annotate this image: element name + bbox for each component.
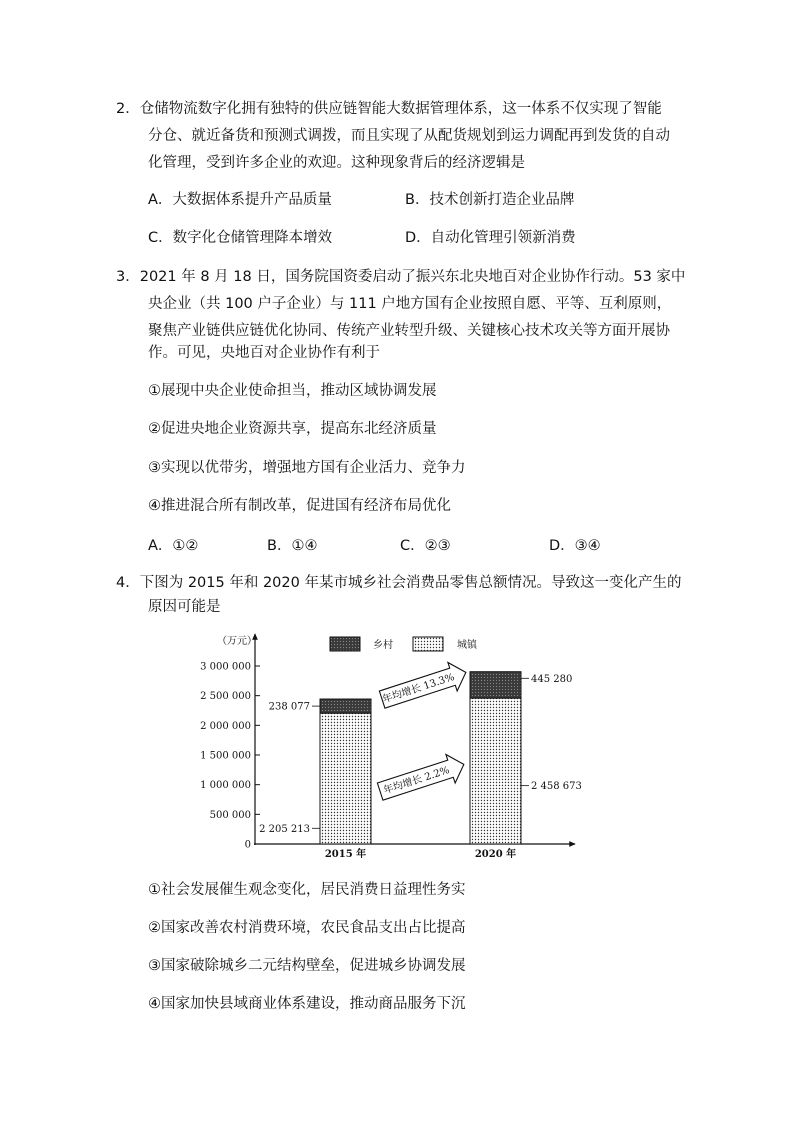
q4-statement-4: ④国家加快县域商业体系建设，推动商品服务下沉 [148, 996, 466, 1012]
q2-option-b[interactable]: B．技术创新打造企业品牌 [405, 192, 575, 208]
y-tick-label: 3 000 000 [200, 661, 251, 673]
legend-swatch-rural [330, 637, 360, 651]
data-label-2015-urban: 2 205 213 [259, 823, 310, 835]
growth-arrow-rural [378, 658, 471, 714]
y-tick-label: 2 500 000 [200, 691, 251, 703]
bar-segment-城镇-2015 年 [320, 713, 371, 844]
q4-statement-2: ②国家改善农村消费环境，农民食品支出占比提高 [148, 920, 466, 936]
q2-stem-line2: 分仓、就近备货和预测式调拨，而且实现了从配货规划到运力调配再到发货的自动 [148, 128, 670, 144]
q4-stem-line1: 4．下图为 2015 年和 2020 年某市城乡社会消费品零售总额情况。导致这一变化产生的 [116, 575, 682, 591]
bar-segment-乡村-2015 年 [320, 699, 371, 713]
q3-option-c[interactable]: C．②③ [400, 538, 451, 554]
y-tick-label: 0 [244, 839, 251, 851]
y-axis-unit-label: （万元） [217, 636, 257, 647]
q3-statement-3: ③实现以优带劣，增强地方国有企业活力、竞争力 [148, 460, 466, 476]
x-category-label: 2015 年 [324, 849, 367, 860]
q2-option-a[interactable]: A．大数据体系提升产品质量 [148, 192, 332, 208]
q3-stem-line2: 央企业（共 100 户子企业）与 111 户地方国有企业按照自愿、平等、互利原则， [148, 296, 672, 312]
q2-stem-line3: 化管理，受到许多企业的欢迎。这种现象背后的经济逻辑是 [148, 155, 525, 171]
growth-arrow-rural-label: 年均增长 13.3% [381, 671, 456, 706]
q3-statement-4: ④推进混合所有制改革，促进国有经济布局优化 [148, 498, 451, 514]
q3-option-b[interactable]: B．①④ [267, 538, 318, 554]
q4-stem-line2: 原因可能是 [148, 599, 221, 615]
data-label-2020-rural: 445 280 [531, 673, 573, 685]
q4-statement-3: ③国家破除城乡二元结构壁垒，促进城乡协调发展 [148, 958, 466, 974]
retail-sales-chart [195, 628, 595, 863]
bar-segment-城镇-2020 年 [470, 698, 521, 844]
q3-statement-1: ①展现中央企业使命担当，推动区域协调发展 [148, 383, 437, 399]
q3-statement-2: ②促进央地企业资源共享，提高东北经济质量 [148, 421, 437, 437]
legend-swatch-urban [413, 637, 443, 651]
q3-stem-line1: 3．2021 年 8 月 18 日，国务院国资委启动了振兴东北央地百对企业协作行动。53 家中 [116, 269, 686, 285]
data-label-2020-urban: 2 458 673 [531, 781, 582, 793]
y-tick-label: 2 000 000 [200, 720, 251, 732]
q4-statement-1: ①社会发展催生观念变化，居民消费日益理性务实 [148, 882, 466, 898]
q2-option-d[interactable]: D．自动化管理引领新消费 [405, 230, 576, 246]
q3-stem-line4: 作。可见，央地百对企业协作有利于 [148, 345, 380, 361]
q3-option-a[interactable]: A．①② [148, 538, 199, 554]
x-category-label: 2020 年 [474, 849, 517, 860]
q2-stem-line1: 2．仓储物流数字化拥有独特的供应链智能大数据管理体系，这一体系不仅实现了智能 [116, 101, 662, 117]
stacked-bar-chart-svg [195, 628, 595, 863]
y-tick-label: 1 000 000 [200, 780, 251, 792]
data-label-2015-rural: 238 077 [268, 701, 310, 713]
y-tick-label: 1 500 000 [200, 750, 251, 762]
legend-label-rural: 乡村 [373, 640, 393, 651]
q2-option-c[interactable]: C．数字化仓储管理降本增效 [148, 230, 333, 246]
q3-stem-line3: 聚焦产业链供应链优化协同、传统产业转型升级、关键核心技术攻关等方面开展协 [148, 323, 670, 339]
legend-label-urban: 城镇 [457, 640, 477, 651]
bar-segment-乡村-2020 年 [470, 672, 521, 698]
q3-option-d[interactable]: D．③④ [549, 538, 601, 554]
y-tick-label: 500 000 [209, 809, 251, 821]
growth-arrow-urban [376, 750, 469, 806]
growth-arrow-urban-label: 年均增长 2.2% [382, 764, 451, 797]
